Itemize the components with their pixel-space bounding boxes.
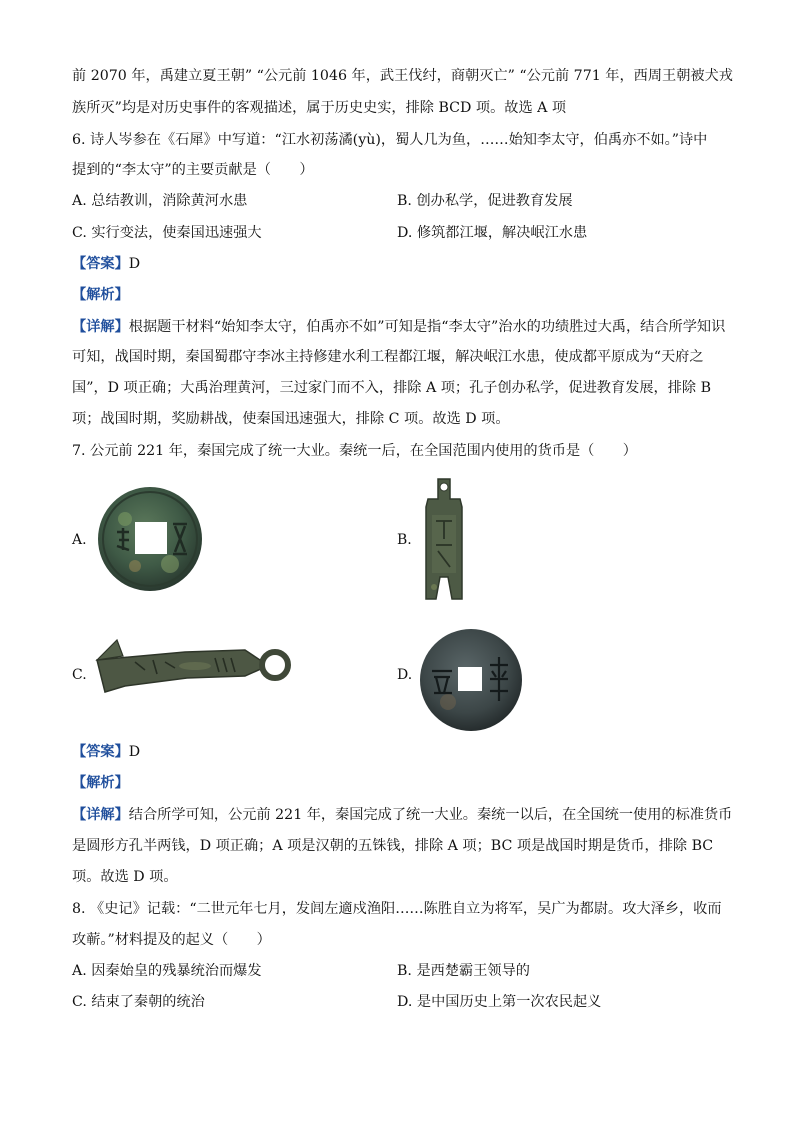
q7-answer-line: [72, 742, 732, 762]
q7-option-b-label[interactable]: B.: [397, 532, 412, 548]
intro-line-1: 前 2070 年，禹建立夏王朝” “公元前 1046 年，武王伐纣，商朝灭亡” “公元前 771 年，西周王朝被犬戎: [72, 68, 733, 84]
q6-option-b[interactable]: B. 创办私学，促进教育发展: [397, 193, 573, 209]
analysis-tag: 【解析】: [72, 287, 129, 303]
banliang-coin-image: [418, 627, 524, 733]
answer-tag: 【答案】: [72, 744, 129, 760]
answer-tag: 【答案】: [72, 256, 129, 272]
knife-coin-image: [95, 632, 295, 694]
q8-option-a[interactable]: A. 因秦始皇的残暴统治而爆发: [72, 963, 262, 979]
q6-option-a[interactable]: A. 总结教训，消除黄河水患: [72, 193, 248, 209]
q7-option-d-label[interactable]: D.: [397, 667, 413, 683]
q7-detail-line-3: 项。故选 D 项。: [72, 869, 178, 885]
q6-option-c[interactable]: C. 实行变法，使秦国迅速强大: [72, 225, 262, 241]
q6-answer: D: [128, 256, 141, 272]
intro-line-2: 族所灭”均是对历史事件的客观描述，属于历史史实，排除 BCD 项。故选 A 项: [72, 100, 567, 116]
q6-stem-line-1: 6. 诗人岑参在《石犀》中写道：“江水初荡潏(yù)，蜀人几为鱼，……始知李太守，伯禹亦不如。”诗中: [72, 132, 708, 148]
q6-option-d[interactable]: D. 修筑都江堰，解决岷江水患: [397, 225, 588, 241]
spade-coin-image: [418, 477, 470, 607]
detail-tag: 【详解】: [72, 319, 129, 335]
q7-option-c-label[interactable]: C.: [72, 667, 87, 683]
q6-answer-line: [72, 254, 732, 274]
q6-analysis-line: [72, 285, 732, 305]
wuzhu-coin-image: [95, 484, 205, 594]
q7-detail-line-1: [72, 805, 732, 825]
q6-stem-line-2: 提到的“李太守”的主要贡献是（ ）: [72, 162, 314, 178]
q7-detail-text-1: 结合所学可知，公元前 221 年，秦国完成了统一大业。秦统一以后，在全国统一使用的标准货币: [128, 807, 733, 823]
q6-detail-text-1: 根据题干材料“始知李太守，伯禹亦不如”可知是指“李太守”治水的功绩胜过大禹，结合所学知识: [128, 319, 726, 335]
q7-detail-line-2: 是圆形方孔半两钱，D 项正确；A 项是汉朝的五铢钱，排除 A 项；BC 项是战国时期是货币，排除 BC: [72, 838, 714, 854]
q8-option-b[interactable]: B. 是西楚霸王领导的: [397, 963, 530, 979]
q8-stem-line-1: 8. 《史记》记载：“二世元年七月，发闾左適戍渔阳……陈胜自立为将军，吴广为都尉。攻大泽乡，收而: [72, 901, 722, 917]
q8-stem-line-2: 攻蕲。”材料提及的起义（ ）: [72, 932, 271, 948]
q6-detail-line-2: 可知，战国时期，秦国蜀郡守李冰主持修建水利工程都江堰，解决岷江水患，使成都平原成为“天府之: [72, 349, 704, 365]
q8-option-c[interactable]: C. 结束了秦朝的统治: [72, 994, 205, 1010]
q6-detail-line-1: [72, 317, 732, 337]
q7-analysis-line: [72, 773, 732, 793]
q6-detail-line-4: 项；战国时期，奖励耕战，使秦国迅速强大，排除 C 项。故选 D 项。: [72, 411, 510, 427]
q7-stem: 7. 公元前 221 年，秦国完成了统一大业。秦统一后，在全国范围内使用的货币是（ ）: [72, 443, 637, 459]
q6-detail-line-3: 国”，D 项正确；大禹治理黄河，三过家门而不入，排除 A 项；孔子创办私学，促进教育发展，排除 B: [72, 380, 712, 396]
detail-tag: 【详解】: [72, 807, 129, 823]
q7-option-a-label[interactable]: A.: [72, 532, 87, 548]
q8-option-d[interactable]: D. 是中国历史上第一次农民起义: [397, 994, 602, 1010]
q7-answer: D: [128, 744, 141, 760]
analysis-tag: 【解析】: [72, 775, 129, 791]
